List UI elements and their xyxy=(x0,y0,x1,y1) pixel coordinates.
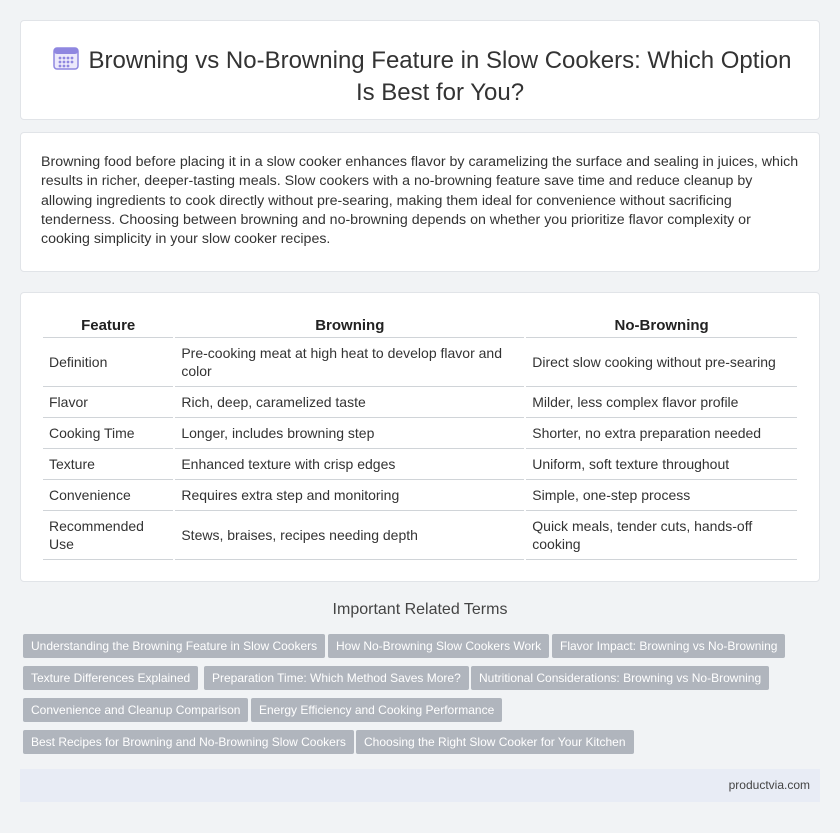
related-tag[interactable]: Preparation Time: Which Method Saves More? xyxy=(204,666,469,690)
calendar-icon xyxy=(53,45,79,71)
browning-cell: Rich, deep, caramelized taste xyxy=(175,387,524,418)
feature-cell: Texture xyxy=(43,449,173,480)
no-browning-cell: Milder, less complex flavor profile xyxy=(526,387,797,418)
page-title: Browning vs No-Browning Feature in Slow Cookers: Which Option Is Best for You? xyxy=(88,47,792,106)
browning-cell: Requires extra step and monitoring xyxy=(175,480,524,511)
table-row xyxy=(43,511,797,560)
no-browning-cell: Direct slow cooking without pre-searing xyxy=(526,338,797,387)
header-browning: Browning xyxy=(175,315,524,338)
comparison-card xyxy=(20,292,820,582)
related-tag[interactable]: How No-Browning Slow Cookers Work xyxy=(328,634,549,658)
title-card xyxy=(20,20,820,120)
intro-card xyxy=(20,132,820,272)
no-browning-cell: Simple, one-step process xyxy=(526,480,797,511)
related-tag[interactable]: Energy Efficiency and Cooking Performance xyxy=(251,698,502,722)
table-row xyxy=(43,480,797,511)
feature-cell: Flavor xyxy=(43,387,173,418)
header-feature: Feature xyxy=(43,315,173,338)
table-row xyxy=(43,387,797,418)
browning-cell: Longer, includes browning step xyxy=(175,418,524,449)
browning-cell: Stews, braises, recipes needing depth xyxy=(175,511,524,560)
no-browning-cell: Uniform, soft texture throughout xyxy=(526,449,797,480)
related-tag[interactable]: Choosing the Right Slow Cooker for Your Kitchen xyxy=(356,730,634,754)
feature-cell: Cooking Time xyxy=(43,418,173,449)
intro-paragraph: Browning food before placing it in a slow cooker enhances flavor by caramelizing the surface and sealing in juices, which results in richer, deeper-tasting meals. Slow cookers with a no-browning feature save time and reduce cleanup by allowing ingredients to cook directly without pre-searing, making them ideal for convenience without sacrificing tenderness. Choosing between browning and no-browning depends on whether you prioritize flavor complexity or cooking simplicity in your slow cooker recipes. xyxy=(41,154,799,248)
table-row xyxy=(43,449,797,480)
table-row xyxy=(43,338,797,387)
no-browning-cell: Quick meals, tender cuts, hands-off cooking xyxy=(526,511,797,560)
footer xyxy=(20,769,820,802)
feature-cell: Definition xyxy=(43,338,173,387)
comparison-table xyxy=(41,315,799,560)
table-row xyxy=(43,418,797,449)
related-tag[interactable]: Convenience and Cleanup Comparison xyxy=(23,698,248,722)
browning-cell: Pre-cooking meat at high heat to develop flavor and color xyxy=(175,338,524,387)
footer-site-link[interactable]: productvia.com xyxy=(728,778,810,792)
no-browning-cell: Shorter, no extra preparation needed xyxy=(526,418,797,449)
related-tag[interactable]: Flavor Impact: Browning vs No-Browning xyxy=(552,634,785,658)
browning-cell: Enhanced texture with crisp edges xyxy=(175,449,524,480)
related-tag[interactable]: Best Recipes for Browning and No-Browning Slow Cookers xyxy=(23,730,354,754)
related-tag[interactable]: Texture Differences Explained xyxy=(23,666,198,690)
related-tag[interactable]: Nutritional Considerations: Browning vs No-Browning xyxy=(471,666,769,690)
related-tag[interactable]: Understanding the Browning Feature in Slow Cookers xyxy=(23,634,325,658)
related-terms-heading: Important Related Terms xyxy=(332,601,508,618)
table-header-row xyxy=(43,315,797,338)
feature-cell: Recommended Use xyxy=(43,511,173,560)
header-no-browning: No-Browning xyxy=(526,315,797,338)
feature-cell: Convenience xyxy=(43,480,173,511)
